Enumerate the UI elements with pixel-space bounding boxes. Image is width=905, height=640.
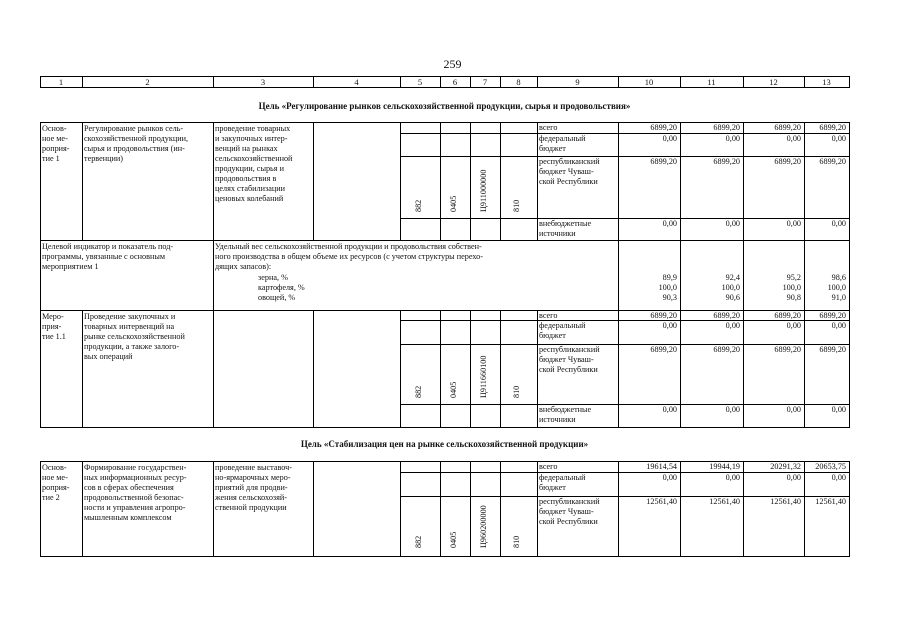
column-number: 6 [452,77,458,87]
column-rule [440,122,441,240]
funding-value: 6899,20 [819,311,846,320]
funding-value: 0,00 [831,321,846,330]
column-rule [849,310,850,427]
column-number: 11 [707,77,716,87]
indicator-value: 90,6 [725,293,740,302]
measure-name: Формирование государствен- ных информационных ресур- сов в сферах обеспечения продовольственной безопас- ности и управления агропро- мышленным комплексом [84,463,187,522]
row-rule [400,156,538,157]
funding-value: 0,00 [725,219,740,228]
column-number: 7 [482,77,488,87]
row-rule [400,320,538,321]
column-rule [470,122,471,240]
column-rule [40,310,41,427]
funding-value: 0,00 [786,405,801,414]
code-csr: Ц960200000 [479,505,488,548]
funding-value: 19944,19 [709,462,740,471]
column-rule [213,240,214,310]
column-rule [849,76,850,87]
funding-value: 6899,20 [650,157,677,166]
indicator-value: 100,0 [782,283,801,292]
row-rule [400,133,538,134]
code-csr: Ц911000000 [479,169,488,212]
funding-source: республиканский бюджет Чуваш- ской Республики [539,497,600,526]
indicator-item-label: картофеля, % [258,283,305,292]
funding-value: 6899,20 [819,345,846,354]
funding-value: 6899,20 [819,123,846,132]
funding-value: 6899,20 [713,157,740,166]
row-rule [400,496,538,497]
column-rule [313,310,314,427]
column-number: 1 [58,77,64,87]
column-rule [313,461,314,556]
funding-value: 6899,20 [650,345,677,354]
funding-value: 12561,40 [815,497,846,506]
goal-heading: Цель «Стабилизация цен на рынке сельскохозяйственной продукции» [300,439,589,449]
column-rule [500,122,501,240]
indicator-item-label: зерна, % [258,273,288,282]
funding-value: 20653,75 [815,462,846,471]
column-rule [537,461,538,556]
indicator-value: 92,4 [725,273,740,282]
column-rule [313,122,314,240]
code-rzpr: 0405 [449,195,458,212]
funding-value: 0,00 [786,219,801,228]
row-rule [40,556,850,557]
funding-value: 0,00 [662,321,677,330]
funding-value: 0,00 [725,321,740,330]
funding-value: 12561,40 [709,497,740,506]
column-number: 9 [575,77,580,87]
column-rule [849,461,850,556]
funding-source: внебюджетные источники [539,219,592,238]
indicator-text: Удельный вес сельскохозяйственной продукции и продовольствия собствен- ного производства в общем объеме их ресурсов (с учетом структуры перехо- дящих запасов): [215,242,483,271]
code-grbs: 882 [414,385,423,398]
funding-value: 0,00 [725,405,740,414]
funding-value: 0,00 [786,134,801,143]
funding-source: федеральный бюджет [539,321,586,340]
column-rule [82,461,83,556]
row-rule [400,472,538,473]
column-rule [470,461,471,556]
indicator-value: 95,2 [786,273,801,282]
row-rule [400,344,538,345]
indicator-value: 90,3 [662,293,677,302]
indicator-value: 90,8 [786,293,801,302]
column-rule [400,310,401,427]
funding-value: 0,00 [725,473,740,482]
funding-source: республиканский бюджет Чуваш- ской Республики [539,345,600,374]
indicator-label: Целевой индикатор и показатель под- программы, увязанные с основным мероприятием 1 [42,242,174,271]
row-rule [400,404,538,405]
goal-heading: Цель «Регулирование рынков сельскохозяйственной продукции, сырья и продовольствия» [258,101,631,111]
column-rule [82,122,83,240]
code-csr: Ц911660100 [479,355,488,398]
funding-value: 6899,20 [713,123,740,132]
measure-type: Основ- ное ме- роприя- тие 1 [42,124,70,163]
funding-value: 6899,20 [774,345,801,354]
column-number: 13 [822,77,831,87]
code-rzpr: 0405 [449,381,458,398]
funding-value: 6899,20 [713,311,740,320]
measure-type: Основ- ное ме- роприя- тие 2 [42,463,70,502]
funding-value: 0,00 [831,219,846,228]
page-number: 259 [443,57,462,71]
column-number: 8 [516,77,521,87]
funding-value: 6899,20 [650,311,677,320]
funding-value: 6899,20 [819,157,846,166]
funding-source: всего [539,123,558,132]
funding-value: 6899,20 [774,123,801,132]
code-grbs: 882 [414,535,423,548]
indicator-value: 100,0 [827,283,846,292]
funding-value: 6899,20 [650,123,677,132]
measure-name: Регулирование рынков сель- скохозяйственной продукции, сырья и продовольствия (ин- тервенции) [84,124,189,163]
column-rule [440,461,441,556]
column-number: 2 [145,77,150,87]
column-rule [537,122,538,240]
column-number: 10 [644,77,654,87]
column-rule [440,310,441,427]
column-rule [500,310,501,427]
column-number: 5 [417,77,423,87]
indicator-value: 100,0 [658,283,677,292]
funding-source: внебюджетные источники [539,405,592,424]
column-number: 4 [354,77,359,87]
row-rule [40,240,850,241]
column-rule [213,310,214,427]
funding-value: 6899,20 [774,311,801,320]
funding-source: федеральный бюджет [539,473,586,492]
column-rule [213,461,214,556]
funding-value: 0,00 [786,473,801,482]
row-rule [40,87,850,88]
code-rzpr: 0405 [449,531,458,548]
funding-source: республиканский бюджет Чуваш- ской Республики [539,157,600,186]
funding-source: всего [539,462,558,471]
code-vr: 810 [512,385,521,398]
column-rule [470,310,471,427]
column-rule [849,240,850,310]
column-rule [849,122,850,240]
funding-source: всего [539,311,558,320]
row-rule [40,427,850,428]
funding-value: 0,00 [831,405,846,414]
funding-value: 12561,40 [770,497,801,506]
code-grbs: 882 [414,199,423,212]
funding-value: 12561,40 [646,497,677,506]
row-rule [400,218,538,219]
funding-value: 0,00 [725,134,740,143]
indicator-value: 89,9 [662,273,677,282]
code-vr: 810 [512,535,521,548]
measure-goal: проведение товарных и закупочных интер- венций на рынках сельскохозяйственной продукции, сырья и продовольствия в целях стабилизации ценовых колебаний [215,124,293,203]
indicator-item-label: овощей, % [258,293,296,302]
funding-value: 0,00 [831,473,846,482]
funding-value: 0,00 [786,321,801,330]
column-rule [400,122,401,240]
funding-value: 20291,32 [770,462,801,471]
indicator-value: 100,0 [721,283,740,292]
column-rule [82,310,83,427]
funding-value: 0,00 [662,219,677,228]
funding-value: 0,00 [662,134,677,143]
funding-value: 19614,54 [646,462,677,471]
funding-value: 0,00 [662,405,677,414]
measure-name: Проведение закупочных и товарных интервенций на рынке сельскохозяйственной продукции, а также залого- вых операций [84,312,185,361]
column-rule [400,461,401,556]
column-rule [40,461,41,556]
measure-goal: проведение выставоч- но-ярмарочных меро- приятий для продви- жения сельскохозяй- ственной продукции [215,463,293,512]
indicator-value: 91,0 [831,293,846,302]
funding-value: 6899,20 [774,157,801,166]
column-number: 3 [260,77,266,87]
funding-value: 0,00 [831,134,846,143]
column-rule [40,122,41,240]
code-vr: 810 [512,199,521,212]
column-rule [213,122,214,240]
funding-value: 0,00 [662,473,677,482]
funding-source: федеральный бюджет [539,134,586,153]
column-rule [40,240,41,310]
column-rule [500,461,501,556]
funding-value: 6899,20 [713,345,740,354]
measure-type: Меро- прия- тие 1.1 [42,312,66,341]
indicator-value: 98,6 [831,273,846,282]
column-rule [537,310,538,427]
column-number: 12 [769,77,778,87]
